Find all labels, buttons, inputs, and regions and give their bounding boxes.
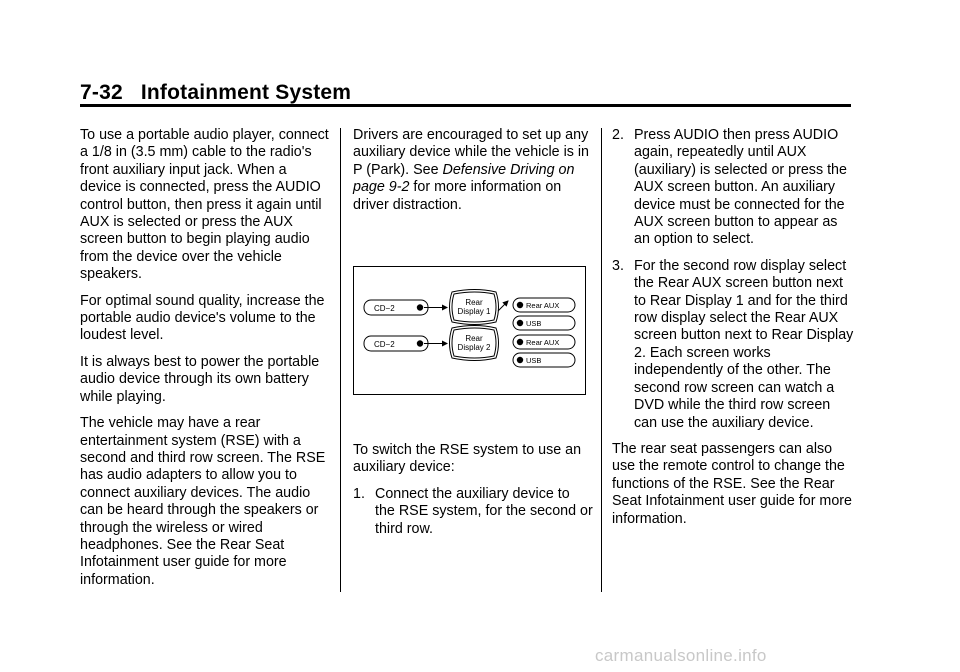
rear-display-2-line2: Display 2 xyxy=(457,343,491,352)
page-header xyxy=(80,80,351,106)
defensive-driving-link[interactable]: Defensive Driving on page 9-2 xyxy=(353,161,575,196)
step-3 xyxy=(612,258,857,432)
column-divider-1 xyxy=(340,128,341,592)
rse-diagram-svg xyxy=(354,267,585,394)
step-2-number: 2. xyxy=(612,127,624,143)
caution-text-end: for more information on driver distraction. xyxy=(353,179,562,213)
step-3-number: 3. xyxy=(612,257,624,274)
paragraph-aux-input: To use a portable audio player, connect a 1/8 in (3.5 mm) cable to the radio's front auxiliary input jack. When a device is connected, press the AUDIO control button, then press it again until AUX is selected or press the AUX screen button to begin playing audio from the device over the vehicle speakers. xyxy=(80,127,329,283)
paragraph-switch-rse: To switch the RSE system to use an auxiliary device: xyxy=(353,442,582,476)
usb-dot-2-icon xyxy=(517,357,523,363)
paragraph-sound-quality: For optimal sound quality, increase the portable audio device's volume to the loudest level. xyxy=(80,292,325,344)
rear-aux-dot-1-icon xyxy=(517,302,523,308)
caution-text-start: Drivers are encouraged to set up any auxiliary device while the vehicle is in P (Park). See xyxy=(353,127,590,178)
paragraph-rse: The vehicle may have a rear entertainment system (RSE) with a second and third row screen. The RSE has audio adapters to allow you to connect auxiliary devices. The audio can be heard through the speakers or through the wireless or wired headphones. See the Rear Seat Infotainment user guide for more information. xyxy=(80,415,326,588)
header-rule xyxy=(80,104,851,107)
cd-dot-1-icon xyxy=(417,304,423,310)
rear-display-1-line1: Rear xyxy=(465,298,483,307)
usb-label-2: USB xyxy=(526,356,542,365)
rear-display-2-line1: Rear xyxy=(465,334,483,343)
step-1 xyxy=(353,486,593,538)
usb-dot-1-icon xyxy=(517,320,523,326)
column-2-lower xyxy=(353,442,593,547)
rear-display-1-line2: Display 1 xyxy=(457,307,491,316)
page-number: 7-32 xyxy=(80,81,123,104)
step-1-number: 1. xyxy=(353,485,365,502)
column-3 xyxy=(612,127,857,537)
section-title: Infotainment System xyxy=(140,81,352,104)
rear-aux-label-2: Rear AUX xyxy=(526,338,560,347)
paragraph-remote-control: The rear seat passengers can also use the remote control to change the functions of the RSE. See the Rear Seat Infotainment user guide for more information. xyxy=(612,440,853,527)
paragraph-driver-caution xyxy=(353,127,593,214)
usb-label-1: USB xyxy=(526,319,542,328)
rse-diagram xyxy=(353,266,586,395)
column-1 xyxy=(80,127,330,598)
step-3-text: For the second row display select the Rear AUX screen button next to Rear Display 1 and for the third row display select the Rear AUX screen button next to Rear Display 2. Each screen works independently of the other. The second row screen can watch a DVD while the third row screen can use the auxiliary device. xyxy=(634,257,854,431)
step-2 xyxy=(612,127,857,249)
rear-aux-label-1: Rear AUX xyxy=(526,301,560,310)
rear-aux-dot-2-icon xyxy=(517,339,523,345)
step-2-text: Press AUDIO then press AUDIO again, repeatedly until AUX (auxiliary) is selected or press the AUX screen button. An auxiliary device must be connected for the AUX screen button to appear as an option to select. xyxy=(634,127,847,248)
column-2 xyxy=(353,127,593,223)
watermark: carmanualsonline.info xyxy=(595,646,767,665)
cd-label-2: CD−2 xyxy=(374,340,395,349)
cd-label-1: CD−2 xyxy=(374,304,395,313)
column-divider-2 xyxy=(601,128,602,592)
cd-dot-2-icon xyxy=(417,340,423,346)
paragraph-battery: It is always best to power the portable audio device through its own battery while playing. xyxy=(80,353,320,405)
step-1-text: Connect the auxiliary device to the RSE system, for the second or third row. xyxy=(375,485,593,537)
